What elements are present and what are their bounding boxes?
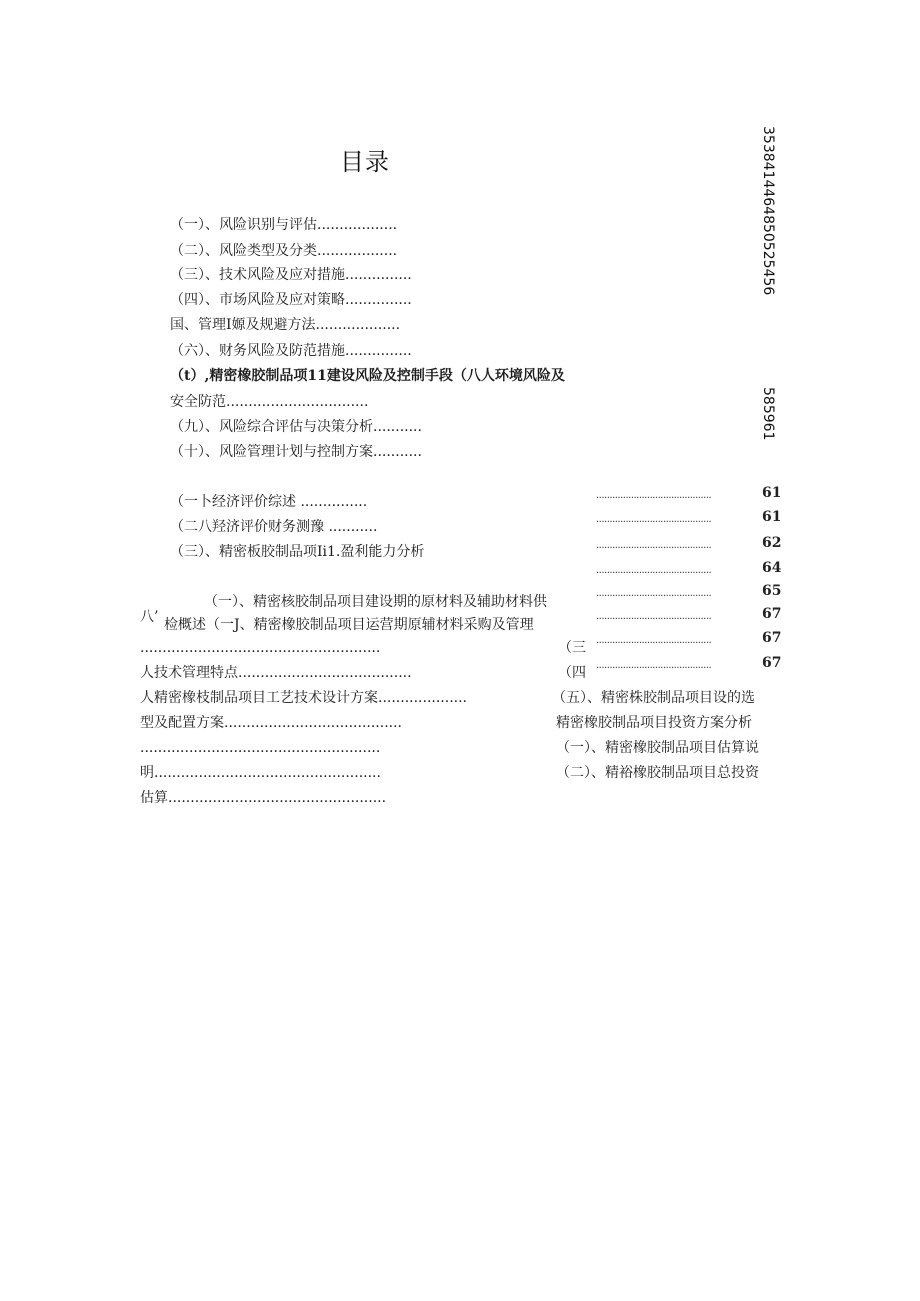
toc-entry[interactable]: 明................................................... [140, 765, 381, 781]
toc-entry[interactable]: 人精密橡枝制品项目工艺技术设计方案.................... [140, 690, 468, 706]
toc-entry[interactable]: ...................................................... [140, 740, 381, 756]
vertical-page-numbers-bottom: 585961 [760, 387, 776, 441]
page-number: 65 [762, 583, 782, 599]
toc-entry[interactable]: （一卜经济评价综述 ............... [170, 494, 368, 510]
page-title: 目录 [340, 148, 390, 176]
toc-entry[interactable]: ...................................................... [140, 640, 381, 656]
toc-entry[interactable]: （三）、精密板胶制品项Ii1.盈利能力分析 [170, 544, 425, 560]
dot-leader: ........................................... [596, 635, 712, 646]
toc-entry[interactable]: 估算................................................. [140, 790, 387, 806]
toc-entry[interactable]: （一）、风险识别与评估.................. [170, 217, 398, 233]
toc-entry[interactable]: （三）、技术风险及应对措施............... [170, 267, 412, 283]
dot-leader: ........................................... [596, 588, 712, 599]
toc-entry[interactable]: （三 [558, 640, 586, 656]
toc-entry[interactable]: （十）、风险管理计划与控制方案........... [170, 444, 422, 460]
page-number: 64 [762, 560, 782, 576]
page-number: 67 [762, 606, 782, 622]
dot-leader: ........................................... [596, 490, 712, 501]
toc-entry[interactable]: 型及配置方案........................................ [140, 715, 403, 731]
toc-entry[interactable]: （二八羟济评价财务测豫 ........... [170, 519, 378, 535]
page-number: 67 [762, 655, 782, 671]
vertical-page-numbers-top: 3538414464850525456 [760, 126, 776, 296]
dot-leader: ........................................... [596, 514, 712, 525]
page-number: 61 [762, 509, 782, 525]
page-number: 62 [762, 535, 782, 551]
section-marker: 八’ [140, 609, 159, 625]
toc-entry[interactable]: （一）、精密橡胶制品项目估算说 [556, 740, 759, 756]
toc-entry[interactable]: 精密橡胶制品项目投资方案分析 [556, 715, 752, 731]
toc-entry[interactable]: 人技术管理特点....................................... [140, 665, 412, 681]
dot-leader: ........................................... [596, 611, 712, 622]
toc-entry[interactable]: （一）、精密核胶制品项目建设期的原材料及辅助材料供 [204, 594, 547, 610]
dot-leader: ........................................... [596, 660, 712, 671]
toc-entry[interactable]: （九）、风险综合评估与决策分析........... [170, 419, 422, 435]
toc-entry[interactable]: （t）,精密橡胶制品项11建设风险及控制手段（八人环境风险及 [170, 368, 565, 384]
toc-entry[interactable]: 检概述（一J、精密橡胶制品项目运营期原辅材料采购及管理 [164, 617, 534, 633]
toc-entry[interactable]: （二）、风险类型及分类.................. [170, 243, 398, 259]
toc-entry[interactable]: （二）、精裕橡胶制品项目总投资 [556, 765, 759, 781]
toc-entry[interactable]: （四）、市场风险及应对策略............... [170, 292, 412, 308]
dot-leader: ........................................... [596, 540, 712, 551]
dot-leader: ........................................... [596, 565, 712, 576]
toc-entry[interactable]: （六）、财务风险及防范措施............... [170, 343, 412, 359]
toc-entry[interactable]: 国、管理I嫄及规避方法................... [170, 317, 401, 333]
toc-entry[interactable]: （五）、精密株胶制品项目设的选 [552, 690, 755, 706]
toc-entry[interactable]: （四 [558, 665, 586, 681]
page-number: 61 [762, 485, 782, 501]
toc-entry[interactable]: 安全防范................................ [170, 394, 369, 410]
page-number: 67 [762, 630, 782, 646]
